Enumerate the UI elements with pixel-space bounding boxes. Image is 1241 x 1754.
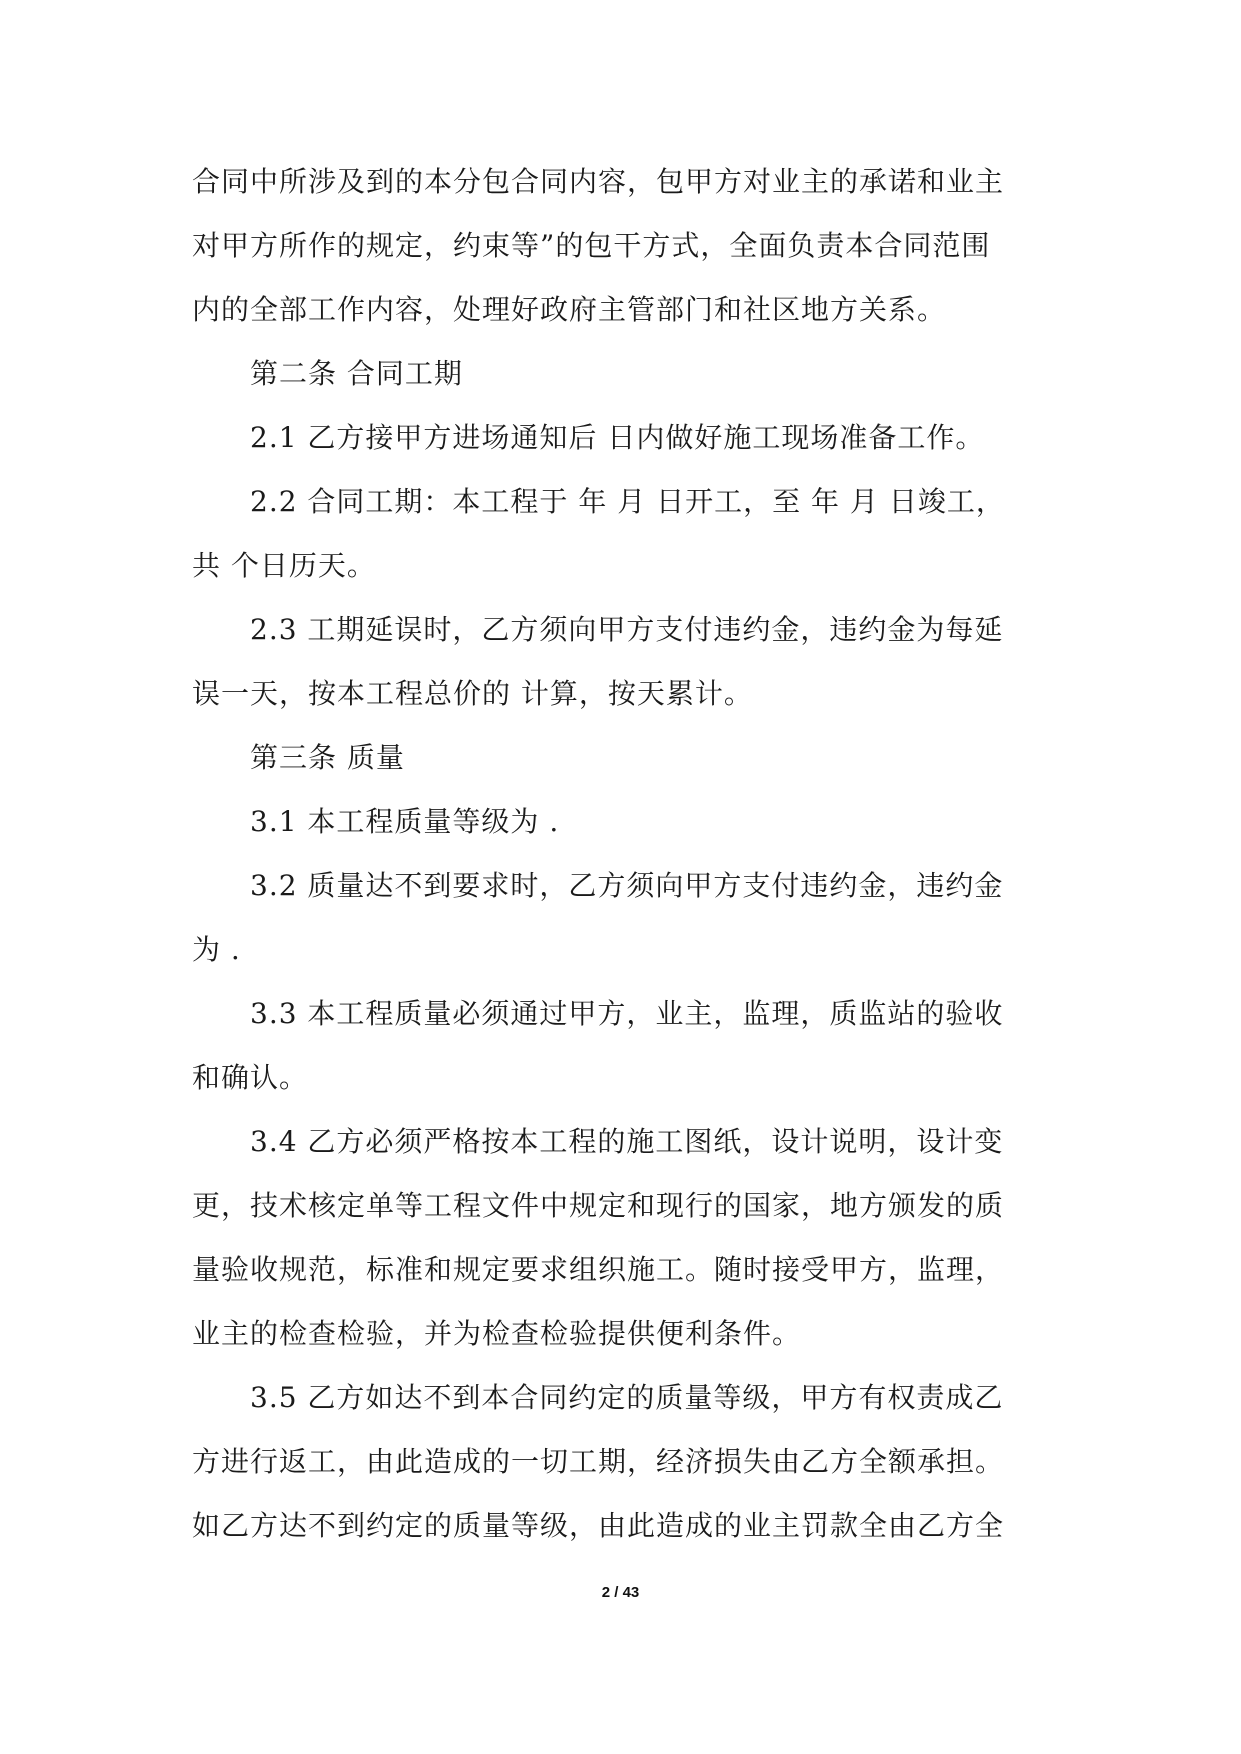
- text-line: 方进行返工，由此造成的一切工期，经济损失由乙方全额承担。: [192, 1445, 1005, 1478]
- clause-line: 2.3 工期延误时，乙方须向甲方支付违约金，违约金为每延: [250, 613, 1004, 646]
- text-line: 合同中所涉及到的本分包合同内容，包甲方对业主的承诺和业主: [192, 165, 1005, 198]
- clause-line: 3.2 质量达不到要求时，乙方须向甲方支付违约金，违约金: [250, 869, 1004, 902]
- clause-line: 3.4 乙方必须严格按本工程的施工图纸，设计说明，设计变: [250, 1125, 1004, 1158]
- section-heading: 第二条 合同工期: [250, 357, 463, 390]
- text-line: 对甲方所作的规定，约束等”的包干方式，全面负责本合同范围: [192, 229, 991, 262]
- clause-line: 3.5 乙方如达不到本合同约定的质量等级，甲方有权责成乙: [250, 1381, 1004, 1414]
- text-line: 误一天，按本工程总价的 计算，按天累计。: [192, 677, 753, 710]
- clause-line: 3.3 本工程质量必须通过甲方，业主，监理，质监站的验收: [250, 997, 1004, 1030]
- text-line: 共 个日历天。: [192, 549, 376, 582]
- text-line: 量验收规范，标准和规定要求组织施工。随时接受甲方，监理，: [192, 1253, 1005, 1286]
- section-heading: 第三条 质量: [250, 741, 405, 774]
- clause-line: 2.2 合同工期：本工程于 年 月 日开工，至 年 月 日竣工，: [250, 485, 1005, 518]
- text-line: 内的全部工作内容，处理好政府主管部门和社区地方关系。: [192, 293, 947, 326]
- text-line: 和确认。: [192, 1061, 309, 1094]
- page-number: 2 / 43: [601, 1584, 640, 1601]
- text-line: 更，技术核定单等工程文件中规定和现行的国家，地方颁发的质: [192, 1189, 1005, 1222]
- text-line: 为 .: [192, 933, 241, 966]
- clause-line: 3.1 本工程质量等级为 .: [250, 805, 560, 838]
- clause-line: 2.1 乙方接甲方进场通知后 日内做好施工现场准备工作。: [250, 421, 985, 454]
- text-line: 如乙方达不到约定的质量等级，由此造成的业主罚款全由乙方全: [192, 1509, 1005, 1542]
- text-line: 业主的检查检验，并为检查检验提供便利条件。: [192, 1317, 802, 1350]
- document-body: [192, 150, 1062, 1558]
